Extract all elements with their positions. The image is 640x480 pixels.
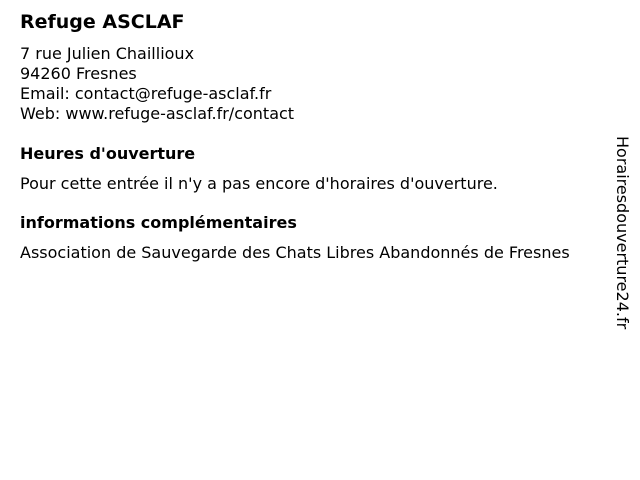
postal-city: 94260 Fresnes xyxy=(20,64,137,83)
opening-hours-heading: Heures d'ouverture xyxy=(20,144,196,163)
address-block xyxy=(20,44,590,124)
street-address: 7 rue Julien Chaillioux xyxy=(20,44,195,63)
page-title: Refuge ASCLAF xyxy=(20,11,185,33)
additional-info-text: Association de Sauvegarde des Chats Libres Abandonnés de Fresnes xyxy=(20,243,570,262)
additional-info-heading: informations complémentaires xyxy=(20,213,297,232)
web-line: Web: www.refuge-asclaf.fr/contact xyxy=(20,104,295,123)
email-line: Email: contact@refuge-asclaf.fr xyxy=(20,84,272,103)
site-brand-label: Horairesdouverture24.fr xyxy=(613,136,632,330)
listing-content xyxy=(20,10,590,263)
opening-hours-text: Pour cette entrée il n'y a pas encore d'horaires d'ouverture. xyxy=(20,174,498,193)
